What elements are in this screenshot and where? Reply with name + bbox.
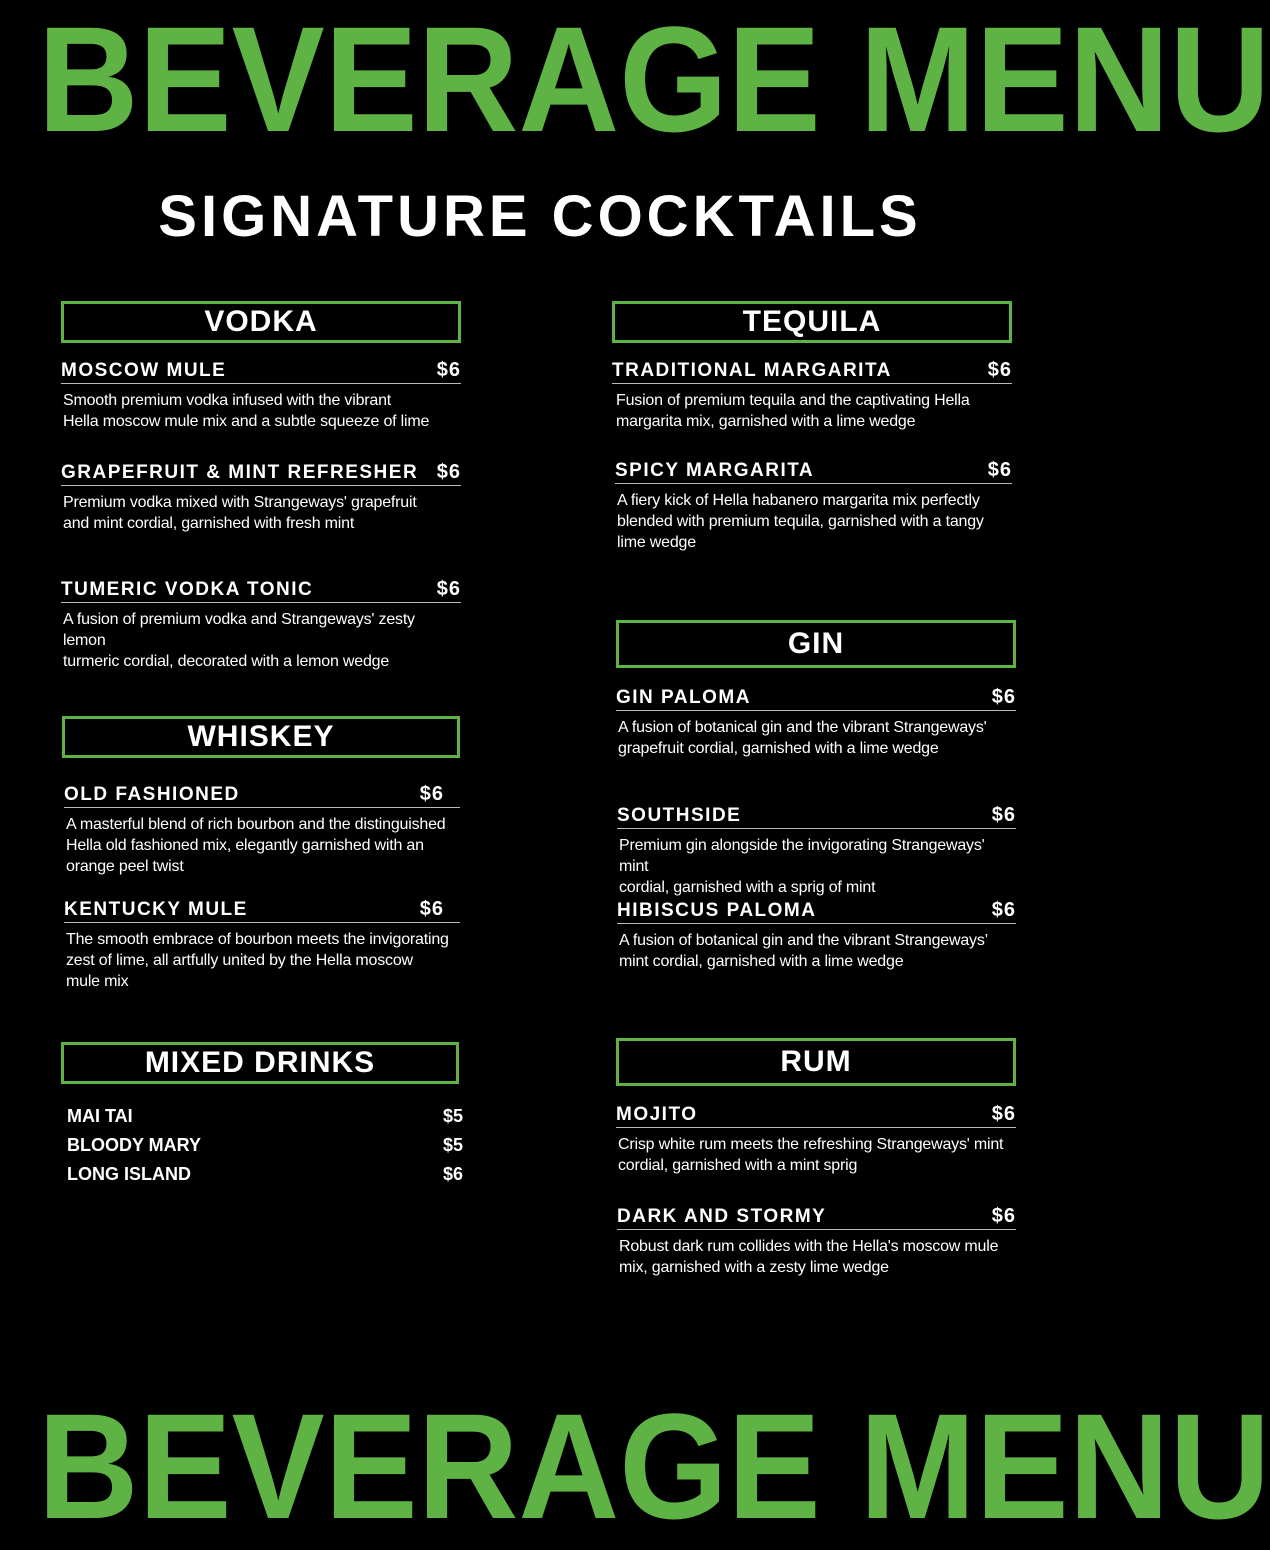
item-name: MAI TAI xyxy=(67,1106,133,1126)
section-tequila xyxy=(612,301,1012,551)
item-name: TUMERIC VODKA TONIC xyxy=(61,579,314,600)
section-heading-gin: GIN xyxy=(616,620,1016,668)
item-name: SOUTHSIDE xyxy=(617,805,742,826)
section-heading-rum: RUM xyxy=(616,1038,1016,1086)
item-price: $5 xyxy=(442,1135,463,1155)
list-item xyxy=(67,1106,463,1127)
item-description: A fusion of premium vodka and Strangeways' zesty lemon turmeric cordial, decorated with a lemon wedge xyxy=(63,611,415,670)
item-price: $6 xyxy=(436,578,461,600)
menu-item xyxy=(617,804,1016,898)
section-heading-vodka: VODKA xyxy=(61,301,461,343)
list-item xyxy=(67,1164,463,1185)
item-price: $6 xyxy=(419,898,444,920)
item-description: Fusion of premium tequila and the captivating Hella margarita mix, garnished with a lime wedge xyxy=(616,392,970,430)
banner-title-bottom: BEVERAGE MENU xyxy=(37,1382,1270,1550)
menu-item xyxy=(64,898,460,992)
item-description: The smooth embrace of bourbon meets the invigorating zest of lime, all artfully united by the Hella moscow mule mix xyxy=(66,931,449,990)
item-description: A masterful blend of rich bourbon and the distinguished Hella old fashioned mix, elegantly garnished with an orange peel twist xyxy=(66,816,446,875)
item-price: $6 xyxy=(991,1205,1016,1227)
section-mixed-drinks xyxy=(61,1042,463,1184)
item-name: OLD FASHIONED xyxy=(64,784,240,805)
item-description: A fusion of botanical gin and the vibrant Strangeways' grapefruit cordial, garnished with a lime wedge xyxy=(618,719,987,757)
item-price: $6 xyxy=(991,686,1016,708)
section-heading-whiskey: WHISKEY xyxy=(62,716,460,758)
banner-title-top: BEVERAGE MENU xyxy=(37,0,1270,163)
item-name: MOSCOW MULE xyxy=(61,360,227,381)
item-name: GIN PALOMA xyxy=(616,687,751,708)
section-heading-mixed-drinks: MIXED DRINKS xyxy=(61,1042,459,1084)
menu-item xyxy=(615,459,1012,553)
subtitle: SIGNATURE COCKTAILS xyxy=(158,184,922,249)
menu-item xyxy=(61,461,461,534)
item-name: TRADITIONAL MARGARITA xyxy=(612,360,892,381)
menu-item xyxy=(616,1103,1016,1176)
item-description: Premium gin alongside the invigorating Strangeways' mint cordial, garnished with a sprig of mint xyxy=(619,837,985,896)
section-vodka xyxy=(61,301,461,670)
item-description: Premium vodka mixed with Strangeways' grapefruit and mint cordial, garnished with fresh mint xyxy=(63,494,417,532)
menu-item xyxy=(617,899,1016,972)
item-name: BLOODY MARY xyxy=(67,1135,202,1155)
list-item xyxy=(67,1135,463,1156)
item-name: LONG ISLAND xyxy=(67,1164,191,1184)
section-heading-tequila: TEQUILA xyxy=(612,301,1012,343)
menu-item xyxy=(61,578,461,672)
item-price: $6 xyxy=(991,1103,1016,1125)
item-name: HIBISCUS PALOMA xyxy=(617,900,817,921)
item-price: $6 xyxy=(442,1164,463,1184)
item-description: A fusion of botanical gin and the vibrant Strangeways’ mint cordial, garnished with a lime wedge xyxy=(619,932,988,970)
item-description: Crisp white rum meets the refreshing Strangeways' mint cordial, garnished with a mint sprig xyxy=(618,1136,1004,1174)
item-name: KENTUCKY MULE xyxy=(64,899,248,920)
item-price: $6 xyxy=(991,899,1016,921)
menu-item xyxy=(612,359,1012,432)
item-price: $6 xyxy=(991,804,1016,826)
item-price: $6 xyxy=(987,459,1012,481)
item-price: $6 xyxy=(419,783,444,805)
menu-item xyxy=(64,783,460,877)
item-name: MOJITO xyxy=(616,1104,698,1125)
section-gin xyxy=(616,620,1016,970)
section-rum xyxy=(616,1038,1016,1276)
item-description: Smooth premium vodka infused with the vibrant Hella moscow mule mix and a subtle squeeze of lime xyxy=(63,392,430,430)
item-description: A fiery kick of Hella habanero margarita mix perfectly blended with premium tequila, garnished with a tangy lime wedge xyxy=(617,492,984,551)
item-price: $6 xyxy=(436,359,461,381)
menu-item xyxy=(616,686,1016,759)
item-description: Robust dark rum collides with the Hella's moscow mule mix, garnished with a zesty lime wedge xyxy=(619,1238,999,1276)
item-name: GRAPEFRUIT & MINT REFRESHER xyxy=(61,462,419,483)
item-price: $5 xyxy=(442,1106,463,1126)
item-name: DARK AND STORMY xyxy=(617,1206,827,1227)
menu-item xyxy=(61,359,461,432)
item-name: SPICY MARGARITA xyxy=(615,460,815,481)
item-price: $6 xyxy=(436,461,461,483)
menu-item xyxy=(617,1205,1016,1278)
section-whiskey xyxy=(62,716,460,990)
item-price: $6 xyxy=(987,359,1012,381)
